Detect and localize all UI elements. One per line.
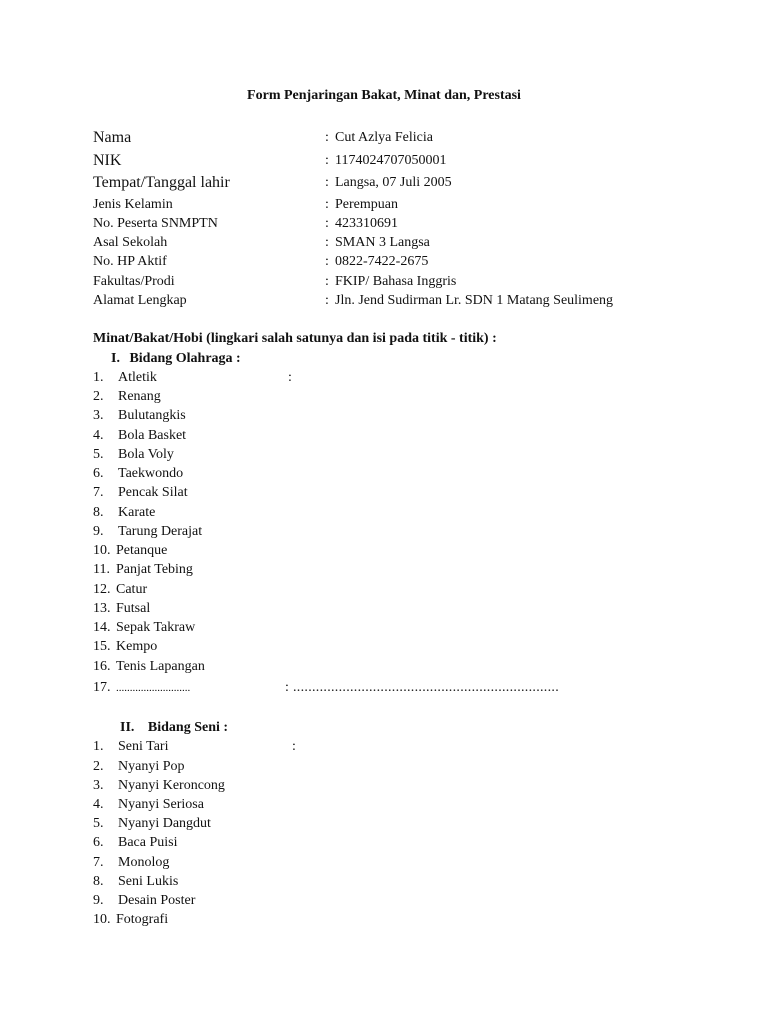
identity-label: No. Peserta SNMPTN bbox=[93, 216, 218, 231]
item-number: 9. bbox=[93, 893, 104, 908]
identity-label: No. HP Aktif bbox=[93, 254, 167, 269]
item-text: Fotografi bbox=[116, 912, 169, 927]
item-text: Bola Basket bbox=[118, 428, 187, 443]
item-text: Bulutangkis bbox=[118, 408, 186, 423]
identity-row-no-peserta bbox=[93, 216, 693, 235]
identity-row-jenis-kelamin bbox=[93, 197, 693, 216]
item-number: 4. bbox=[93, 428, 104, 443]
item-text: Tenis Lapangan bbox=[116, 659, 205, 674]
interest-instruction: Minat/Bakat/Hobi (lingkari salah satunya dan isi pada titik - titik) : bbox=[93, 331, 497, 346]
item-number: 6. bbox=[93, 466, 104, 481]
item-number: 12. bbox=[93, 582, 111, 597]
item-colon: : bbox=[288, 370, 292, 385]
item-number: 14. bbox=[93, 620, 111, 635]
identity-colon: : bbox=[325, 216, 329, 231]
fill-in-line[interactable]: : ...................................................................... bbox=[285, 680, 559, 695]
identity-value: FKIP/ Bahasa Inggris bbox=[335, 274, 457, 289]
item-text: Seni Tari bbox=[118, 739, 169, 754]
item-text: Desain Poster bbox=[118, 893, 196, 908]
item-text: Renang bbox=[118, 389, 161, 404]
item-number: 13. bbox=[93, 601, 111, 616]
item-number: 1. bbox=[93, 370, 104, 385]
item-text: Monolog bbox=[118, 855, 170, 870]
item-number: 10. bbox=[93, 912, 111, 927]
item-number: 8. bbox=[93, 874, 104, 889]
item-text: Taekwondo bbox=[118, 466, 184, 481]
identity-row-nik bbox=[93, 152, 693, 171]
identity-value: Jln. Jend Sudirman Lr. SDN 1 Matang Seulimeng bbox=[335, 293, 614, 308]
identity-label: Nama bbox=[93, 129, 132, 146]
item-text: Nyanyi Pop bbox=[118, 759, 185, 774]
item-text: Karate bbox=[118, 505, 156, 520]
item-number: 15. bbox=[93, 639, 111, 654]
item-text: Bola Voly bbox=[118, 447, 174, 462]
item-text: Petanque bbox=[116, 543, 168, 558]
item-text: Seni Lukis bbox=[118, 874, 179, 889]
identity-row-asal-sekolah bbox=[93, 235, 693, 254]
item-text: Pencak Silat bbox=[118, 485, 188, 500]
section-title: Bidang Seni : bbox=[147, 720, 229, 735]
identity-label: Alamat Lengkap bbox=[93, 293, 187, 308]
item-number: 3. bbox=[93, 778, 104, 793]
identity-row-ttl bbox=[93, 174, 693, 193]
item-text-blank[interactable]: ........................... bbox=[116, 682, 191, 694]
item-number: 7. bbox=[93, 485, 104, 500]
item-number: 2. bbox=[93, 389, 104, 404]
item-text: Baca Puisi bbox=[118, 835, 178, 850]
identity-label: Fakultas/Prodi bbox=[93, 274, 175, 289]
identity-value: SMAN 3 Langsa bbox=[335, 235, 430, 250]
identity-value: Langsa, 07 Juli 2005 bbox=[335, 175, 452, 190]
identity-row-no-hp bbox=[93, 254, 693, 273]
item-number: 8. bbox=[93, 505, 104, 520]
identity-colon: : bbox=[325, 175, 329, 190]
item-text: Tarung Derajat bbox=[118, 524, 203, 539]
item-text: Sepak Takraw bbox=[116, 620, 196, 635]
identity-label: Jenis Kelamin bbox=[93, 197, 173, 212]
form-title: Form Penjaringan Bakat, Minat dan, Prestasi bbox=[247, 88, 521, 103]
identity-colon: : bbox=[325, 254, 329, 269]
identity-label: Tempat/Tanggal lahir bbox=[93, 174, 230, 191]
item-number: 4. bbox=[93, 797, 104, 812]
identity-row-nama bbox=[93, 129, 693, 148]
item-text: Nyanyi Dangdut bbox=[118, 816, 211, 831]
identity-colon: : bbox=[325, 130, 329, 145]
item-number: 11. bbox=[93, 562, 110, 577]
section-seni-heading bbox=[120, 720, 228, 736]
identity-value: 423310691 bbox=[335, 216, 398, 231]
item-text: Nyanyi Keroncong bbox=[118, 778, 225, 793]
identity-colon: : bbox=[325, 293, 329, 308]
section-roman: II. bbox=[120, 720, 135, 735]
identity-row-alamat bbox=[93, 293, 693, 312]
item-text: Futsal bbox=[116, 601, 151, 616]
section-title: Bidang Olahraga : bbox=[129, 351, 241, 366]
identity-value: Perempuan bbox=[335, 197, 398, 212]
section-olahraga-heading bbox=[111, 351, 241, 367]
item-text: Nyanyi Seriosa bbox=[118, 797, 204, 812]
item-number: 5. bbox=[93, 816, 104, 831]
identity-label: NIK bbox=[93, 152, 122, 169]
identity-value: 1174024707050001 bbox=[335, 153, 447, 168]
identity-value: 0822-7422-2675 bbox=[335, 254, 429, 269]
item-text: Atletik bbox=[118, 370, 157, 385]
item-colon: : bbox=[292, 739, 296, 754]
item-number: 6. bbox=[93, 835, 104, 850]
item-number: 2. bbox=[93, 759, 104, 774]
identity-row-fakultas bbox=[93, 274, 693, 293]
item-number: 9. bbox=[93, 524, 104, 539]
identity-colon: : bbox=[325, 274, 329, 289]
item-number: 10. bbox=[93, 543, 111, 558]
item-text: Kempo bbox=[116, 639, 158, 654]
section-roman: I. bbox=[111, 351, 120, 366]
item-text: Panjat Tebing bbox=[116, 562, 193, 577]
item-number: 17. bbox=[93, 680, 111, 695]
item-text: Catur bbox=[116, 582, 148, 597]
item-number: 16. bbox=[93, 659, 111, 674]
item-number: 7. bbox=[93, 855, 104, 870]
item-number: 5. bbox=[93, 447, 104, 462]
identity-colon: : bbox=[325, 235, 329, 250]
identity-value: Cut Azlya Felicia bbox=[335, 130, 433, 145]
item-number: 1. bbox=[93, 739, 104, 754]
item-number: 3. bbox=[93, 408, 104, 423]
identity-label: Asal Sekolah bbox=[93, 235, 168, 250]
identity-colon: : bbox=[325, 153, 329, 168]
identity-colon: : bbox=[325, 197, 329, 212]
